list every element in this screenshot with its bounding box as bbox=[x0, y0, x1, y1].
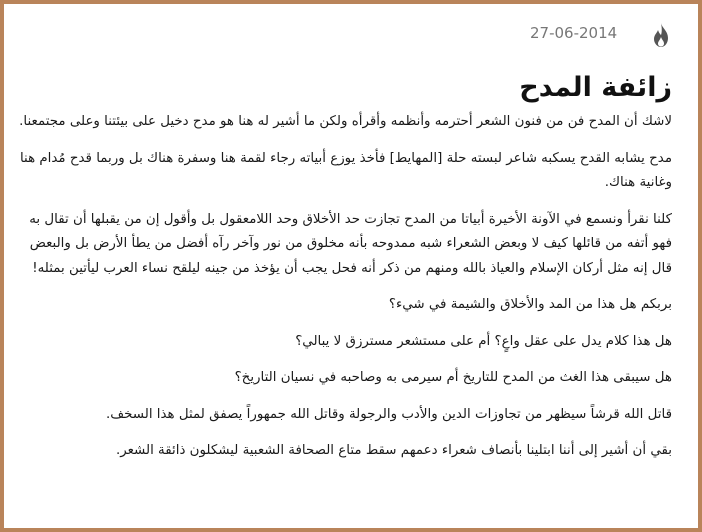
paragraph-8: بقي أن أشير إلى أننا ابتلينا بأنصاف شعراء دعمهم سقط متاع الصحافة الشعبية ليشكلون ذائقة الشعر. bbox=[115, 443, 672, 458]
flame-icon bbox=[650, 22, 672, 48]
paragraph-4: بربكم هل هذا من المد والأخلاق والشيمة في شيء؟ bbox=[388, 297, 672, 312]
paragraph-7: قاتل الله قرشاً سيظهر من تجاوزات الدين والأدب والرجولة وقاتل الله جمهوراً يصفق لمثل هذا السخف. bbox=[106, 406, 672, 422]
post-meta bbox=[14, 12, 686, 46]
paragraph-3: كلنا نقرأ ونسمع في الآونة الأخيرة أبياتا من المدح تجازت حد الأخلاق وحد اللامعقول بل وأقول إن من يقبلها أن تقال به فهو أتفه من قائلها كيف لا وبعض الشعراء شبه ممدوحه بأنه مخلوق من نور وآخر رآه أفضل من يطأ الأرض بل والبعض قال إنه مثل أركان الإسلام والعياذ بالله ومنهم من ذكر أنه فحل يجب أن يؤخذ من جينه ليلقح نساء العرب ليأتين بمثله! bbox=[29, 211, 672, 276]
paragraph-2: مدح يشابه القدح يسكبه شاعر لبسته حلة [المهايط] فأخذ يوزع أبياته رجاء لقمة هنا وسفرة هناك بل وربما قدح مُدام هنا وغانية هناك. bbox=[19, 150, 672, 190]
paragraph-5: هل هذا كلام يدل على عقل واعٍ؟ أم على مستشعر مسترزق لا يبالي؟ bbox=[295, 333, 672, 349]
post-article bbox=[14, 12, 686, 522]
paragraph-1: لاشك أن المدح فن من فنون الشعر أحترمه وأنظمه وأقرأه ولكن ما أشير له هنا هو مدح دخيل على بيئتنا وعلى مجتمعنا. bbox=[19, 114, 672, 129]
paragraph-6: هل سيبقى هذا الغث من المدح للتاريخ أم سيرمى به وصاحبه في نسيان التاريخ؟ bbox=[234, 370, 672, 385]
post-body bbox=[14, 110, 686, 464]
post-date: 27-06-2014 bbox=[530, 24, 618, 42]
post-title: زائفة المدح bbox=[519, 72, 672, 103]
